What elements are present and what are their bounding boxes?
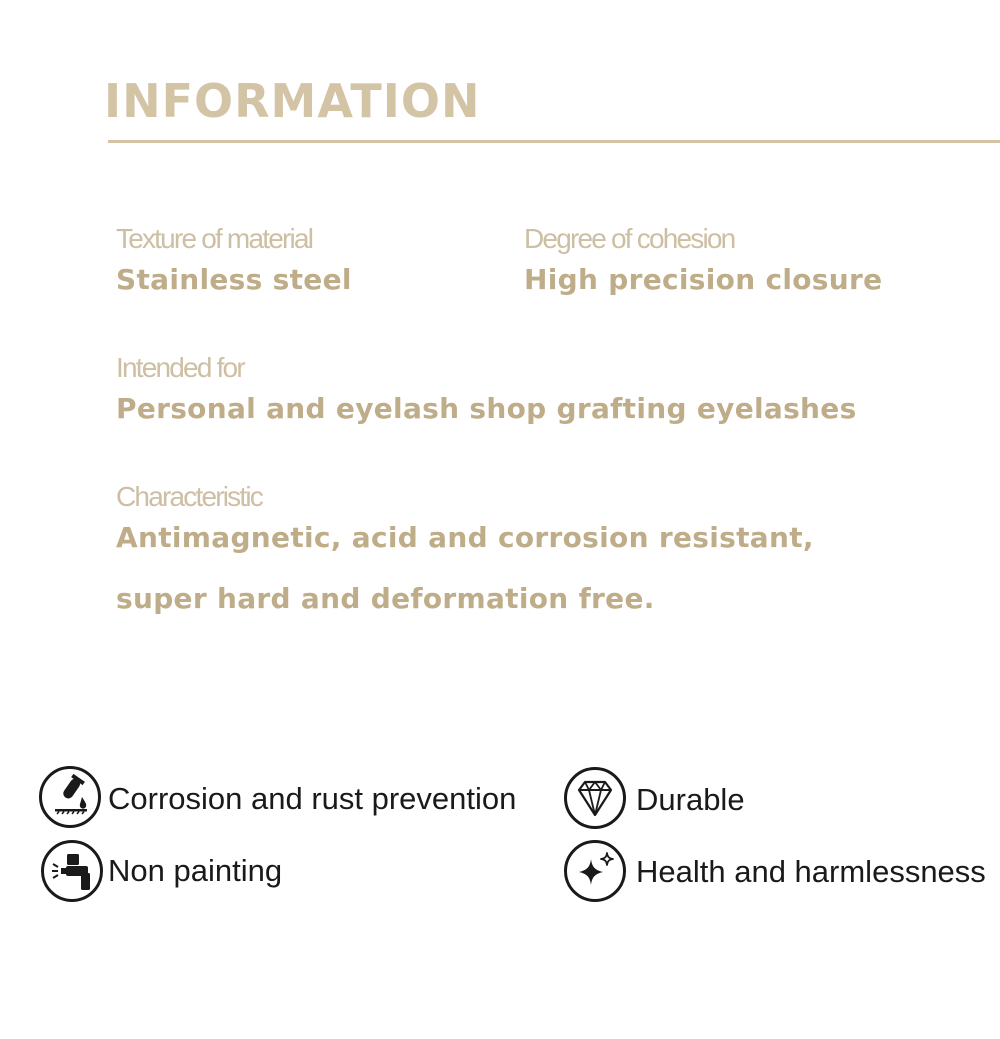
diamond-icon	[563, 766, 627, 830]
sparkle-icon	[563, 839, 627, 903]
non-painting-feature-label: Non painting	[108, 853, 283, 888]
material-value: Stainless steel	[116, 263, 352, 296]
cohesion-value: High precision closure	[524, 263, 883, 296]
section-title: INFORMATION	[104, 74, 481, 128]
spray-gun-icon	[40, 839, 104, 903]
intended-value: Personal and eyelash shop grafting eyelashes	[116, 392, 857, 425]
corrosion-feature-label: Corrosion and rust prevention	[108, 781, 517, 816]
material-label: Texture of material	[116, 223, 313, 254]
durable-feature-label: Durable	[636, 782, 745, 817]
characteristic-value-line1: Antimagnetic, acid and corrosion resistant,	[116, 521, 814, 554]
acid-resistance-icon	[38, 765, 102, 829]
health-feature-label: Health and harmlessness	[636, 854, 986, 889]
cohesion-label: Degree of cohesion	[524, 223, 735, 254]
title-divider	[108, 140, 1000, 143]
characteristic-value-line2: super hard and deformation free.	[116, 582, 655, 615]
characteristic-label: Characteristic	[116, 481, 262, 512]
intended-label: Intended for	[116, 352, 244, 383]
